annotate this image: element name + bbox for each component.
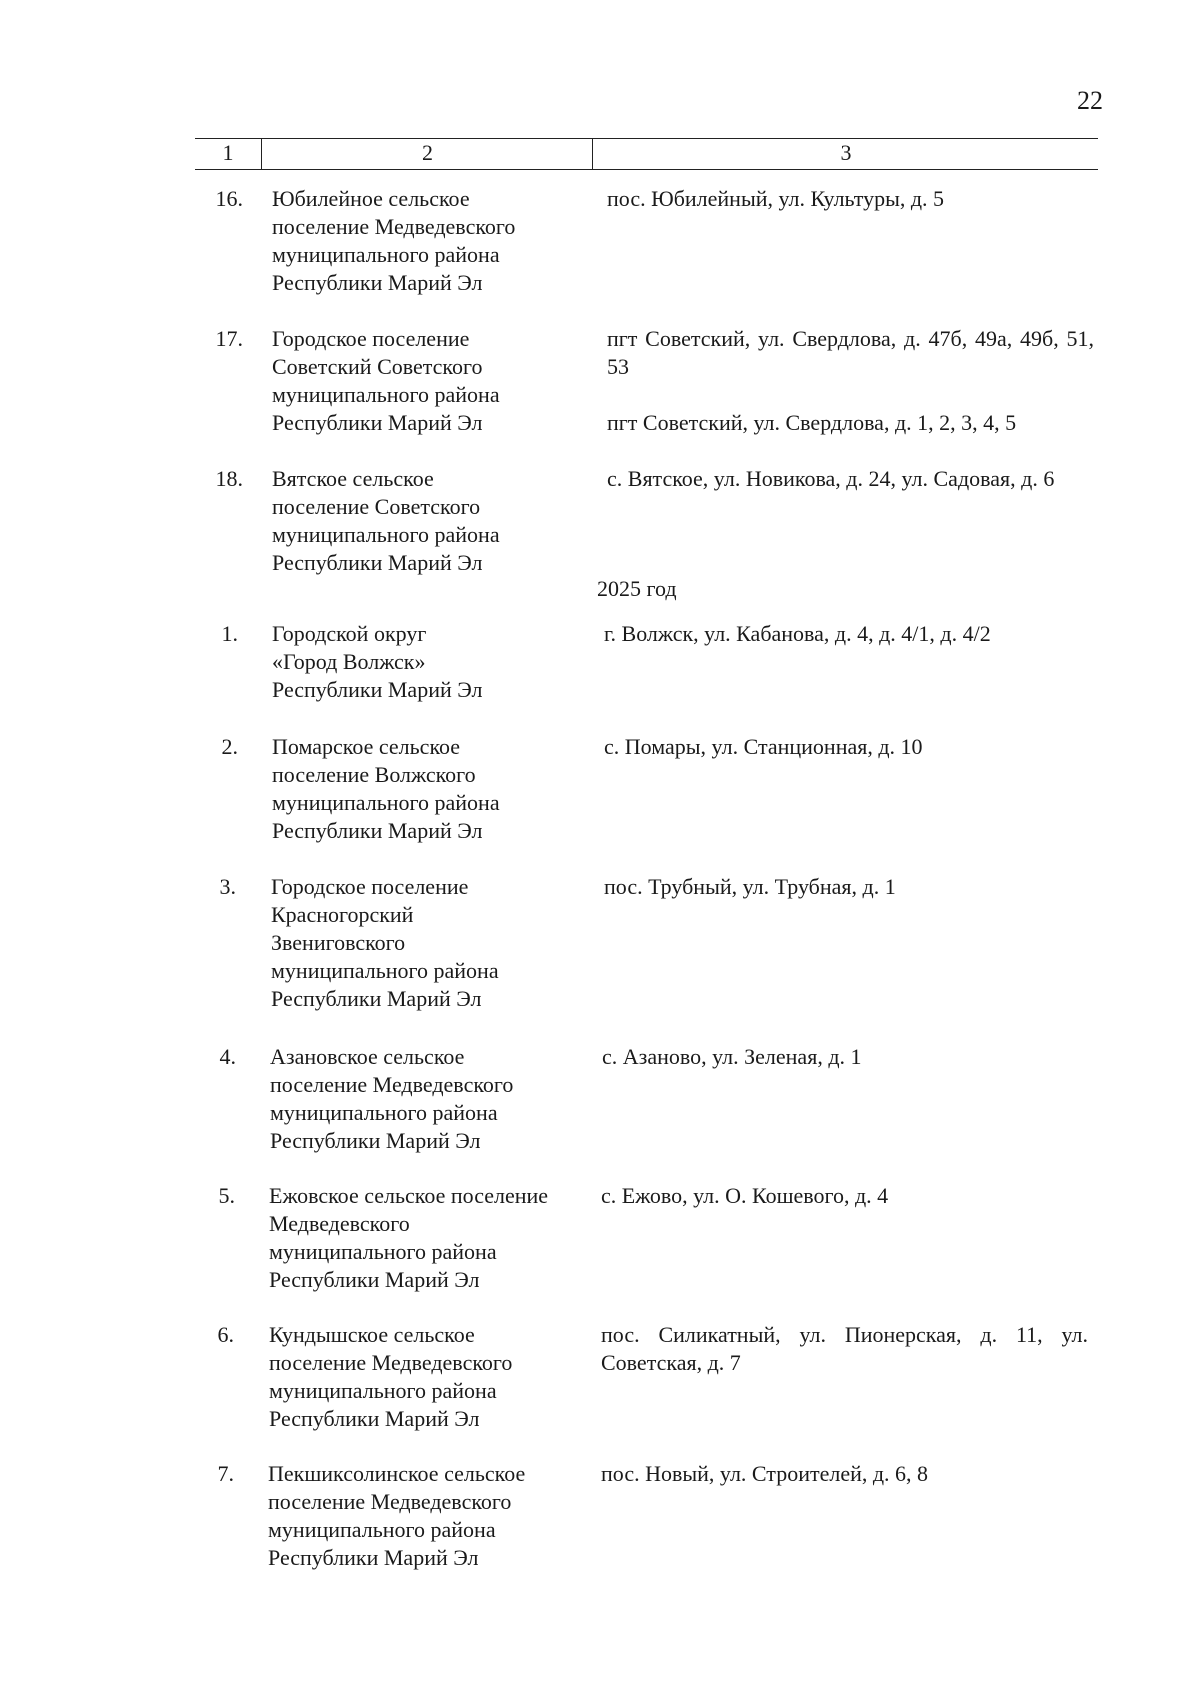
municipality-name-line: Помарское сельское xyxy=(272,734,461,759)
address-cell xyxy=(601,1321,1088,1377)
municipality-name-line: муниципального района xyxy=(269,1378,497,1403)
municipality-name-line: муниципального района xyxy=(272,790,500,815)
address-text: пос. Юбилейный, ул. Культуры, д. 5 xyxy=(607,186,945,211)
municipality-name-line: поселение Волжского xyxy=(272,762,476,787)
address-cell xyxy=(604,620,1091,648)
address-text: пос. Трубный, ул. Трубная, д. 1 xyxy=(604,874,896,899)
address-text: с. Ежово, ул. О. Кошевого, д. 4 xyxy=(601,1183,889,1208)
municipality-name-line: Красногорский xyxy=(271,902,414,927)
municipality-name-line: муниципального района xyxy=(272,382,500,407)
address-text: с. Помары, ул. Станционная, д. 10 xyxy=(604,734,923,759)
address-text: с. Азаново, ул. Зеленая, д. 1 xyxy=(602,1044,862,1069)
municipality-name-line: Республики Марий Эл xyxy=(272,677,483,702)
municipality-name-line: Республики Марий Эл xyxy=(268,1545,479,1570)
municipality-name-line: Кундышское сельское xyxy=(269,1322,475,1347)
entry-number: 18. xyxy=(215,466,243,491)
municipality-name xyxy=(271,873,581,1013)
municipality-name-line: Республики Марий Эл xyxy=(270,1128,481,1153)
municipality-name-line: муниципального района xyxy=(272,242,500,267)
municipality-name-line: Городское поселение xyxy=(272,326,470,351)
municipality-name-line: поселение Медведевского xyxy=(269,1350,513,1375)
municipality-name-line: поселение Советского xyxy=(272,494,481,519)
municipality-name xyxy=(269,1321,579,1433)
municipality-name-line: «Город Волжск» xyxy=(272,649,426,674)
address-text: пгт Советский, ул. Свердлова, д. 1, 2, 3, 4, 5 xyxy=(607,410,1017,435)
address-text: пгт Советский, ул. Свердлова, д. 47б, 49а, 49б, 51, 53 xyxy=(607,326,1094,379)
entry-number: 2. xyxy=(221,734,238,759)
address-cell xyxy=(602,1043,1089,1071)
municipality-name-line: поселение Медведевского xyxy=(272,214,516,239)
address-text: пос. Новый, ул. Строителей, д. 6, 8 xyxy=(601,1461,929,1486)
entry-number: 6. xyxy=(217,1322,234,1347)
address-text: г. Волжск, ул. Кабанова, д. 4, д. 4/1, д. 4/2 xyxy=(604,621,991,646)
address-cell xyxy=(604,733,1091,761)
entry-number: 7. xyxy=(217,1461,234,1486)
municipality-name-line: Городской округ xyxy=(272,621,427,646)
municipality-name-line: муниципального района xyxy=(268,1517,496,1542)
entry-number: 1. xyxy=(221,621,238,646)
municipality-name-line: Ежовское сельское поселение xyxy=(269,1183,549,1208)
municipality-name-line: Вятское сельское xyxy=(272,466,434,491)
municipality-name xyxy=(269,1182,579,1294)
address-cell xyxy=(607,185,1094,213)
municipality-name-line: муниципального района xyxy=(271,958,499,983)
municipality-name-line: Азановское сельское xyxy=(270,1044,465,1069)
entry-number: 5. xyxy=(218,1183,235,1208)
municipality-name-line: Советский Советского xyxy=(272,354,483,379)
municipality-name xyxy=(272,733,582,845)
address-text: пос. Силикатный, ул. Пионерская, д. 11, ул. Советская, д. 7 xyxy=(601,1322,1088,1375)
municipality-name-line: Юбилейное сельское xyxy=(272,186,470,211)
municipality-name-line: муниципального района xyxy=(269,1239,497,1264)
municipality-name xyxy=(272,185,582,297)
column-header-address: 3 xyxy=(592,139,1099,169)
municipality-name-line: Республики Марий Эл xyxy=(272,410,483,435)
entry-number: 17. xyxy=(215,326,243,351)
year-heading: 2025 год xyxy=(597,576,677,601)
municipality-name-line: Республики Марий Эл xyxy=(269,1406,480,1431)
municipality-name xyxy=(272,620,582,704)
municipality-name-line: поселение Медведевского xyxy=(268,1489,512,1514)
municipality-name-line: Республики Марий Эл xyxy=(271,986,482,1011)
municipality-name-line: Медведевского xyxy=(269,1211,410,1236)
municipality-name-line: Городское поселение xyxy=(271,874,469,899)
address-text: с. Вятское, ул. Новикова, д. 24, ул. Садовая, д. 6 xyxy=(607,466,1055,491)
municipality-name-line: муниципального района xyxy=(272,522,500,547)
column-header-municipality: 2 xyxy=(261,139,593,169)
municipality-name xyxy=(268,1460,578,1572)
municipality-name-line: поселение Медведевского xyxy=(270,1072,514,1097)
address-cell xyxy=(604,873,1091,901)
entry-number: 16. xyxy=(215,186,243,211)
municipality-name-line: Республики Марий Эл xyxy=(272,270,483,295)
municipality-name xyxy=(270,1043,580,1155)
entry-number: 4. xyxy=(219,1044,236,1069)
address-cell xyxy=(607,325,1094,437)
address-cell xyxy=(601,1460,1088,1488)
municipality-name-line: Республики Марий Эл xyxy=(272,550,483,575)
municipality-name-line: Пекшиксолинское сельское xyxy=(268,1461,526,1486)
municipality-name xyxy=(272,325,582,437)
address-cell xyxy=(607,465,1094,493)
municipality-name-line: муниципального района xyxy=(270,1100,498,1125)
column-header-number: 1 xyxy=(222,140,234,165)
entry-number: 3. xyxy=(219,874,236,899)
municipality-name-line: Республики Марий Эл xyxy=(272,818,483,843)
municipality-name xyxy=(272,465,582,577)
page-number: 22 xyxy=(1077,86,1103,115)
municipality-name-line: Звениговского xyxy=(271,930,406,955)
table-header xyxy=(195,138,1098,170)
municipality-name-line: Республики Марий Эл xyxy=(269,1267,480,1292)
address-cell xyxy=(601,1182,1088,1210)
